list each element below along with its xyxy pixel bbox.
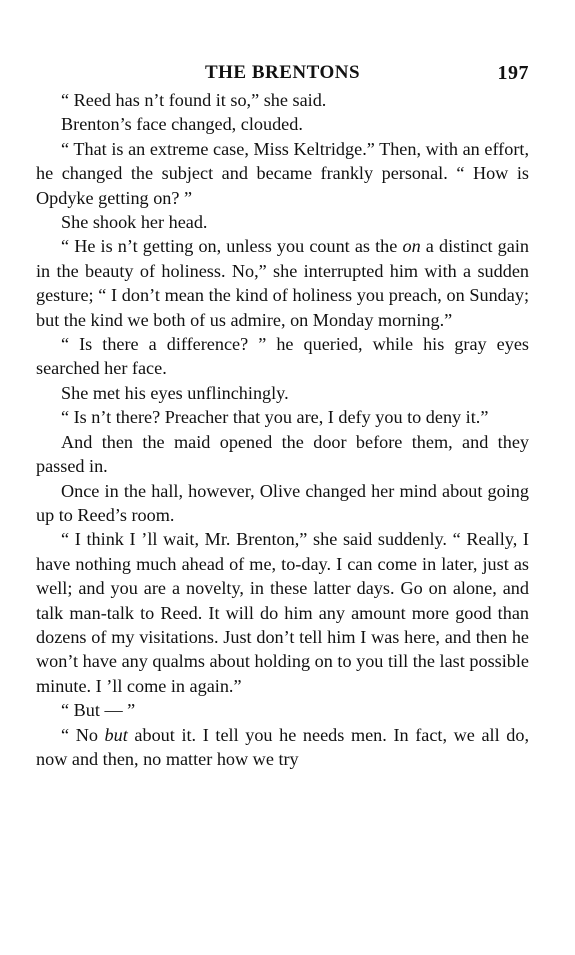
text-run: “ No [61, 724, 105, 745]
text-run: “ But — ” [61, 700, 136, 721]
paragraph [36, 698, 529, 722]
text-run: about it. I tell you he needs men. In fact, we all do, now and then, no matter how we try [36, 724, 529, 769]
running-title: THE BRENTONS [204, 62, 361, 83]
paragraph [36, 234, 529, 332]
text-run: She shook her head. [61, 212, 208, 233]
paragraph [36, 430, 529, 479]
paragraph [36, 332, 529, 381]
body-text [36, 88, 529, 771]
text-run: “ Is there a difference? ” he queried, while his gray eyes searched her face. [36, 334, 529, 379]
paragraph [36, 527, 529, 698]
paragraph [36, 88, 529, 112]
text-run: “ Is n’t there? Preacher that you are, I defy you to deny it.” [61, 407, 489, 428]
text-run: Brenton’s face changed, clouded. [61, 114, 303, 135]
paragraph [36, 381, 529, 405]
paragraph [36, 479, 529, 528]
text-run: And then the maid opened the door before them, and they passed in. [36, 431, 529, 477]
text-run: She met his eyes unflinchingly. [61, 382, 289, 403]
paragraph [36, 112, 529, 136]
paragraph [36, 405, 529, 429]
text-run: “ Reed has n’t found it so,” she said. [61, 90, 327, 110]
page-number: 197 [497, 62, 529, 84]
paragraph [36, 723, 529, 772]
text-run: “ That is an extreme case, Miss Keltridge.” Then, with an effort, he changed the subject and became frankly personal. “ How is Opdyke getting on? ” [36, 138, 529, 208]
paragraph [36, 137, 529, 210]
text-run: a distinct gain in the beauty of holiness. No,” she interrupted him with a sudden gesture; “ I don’t mean the kind of holiness you preach, on Sunday; but the kind we both of us admire, on Monday morning.” [36, 236, 529, 330]
italic-text: but [104, 724, 128, 745]
paragraph [36, 210, 529, 234]
text-run: “ He is n’t getting on, unless you count as the [61, 236, 403, 257]
text-run: “ I think I ’ll wait, Mr. Brenton,” she said suddenly. “ Really, I have nothing much ahead of me, to-day. I can come in later, just as well; and you are a novelty, in these latter days. Go on alone, and talk man-talk to Reed. It will do him any amount more good than dozens of my visitations. Just don’t tell him I was here, and then he won’t have any qualms about holding on to you till the last possible minute. I ’ll come in again.” [36, 529, 529, 696]
italic-text: on [402, 236, 421, 257]
running-head [36, 58, 529, 88]
text-run: Once in the hall, however, Olive changed her mind about going up to Reed’s room. [36, 480, 529, 525]
book-page [36, 58, 529, 771]
